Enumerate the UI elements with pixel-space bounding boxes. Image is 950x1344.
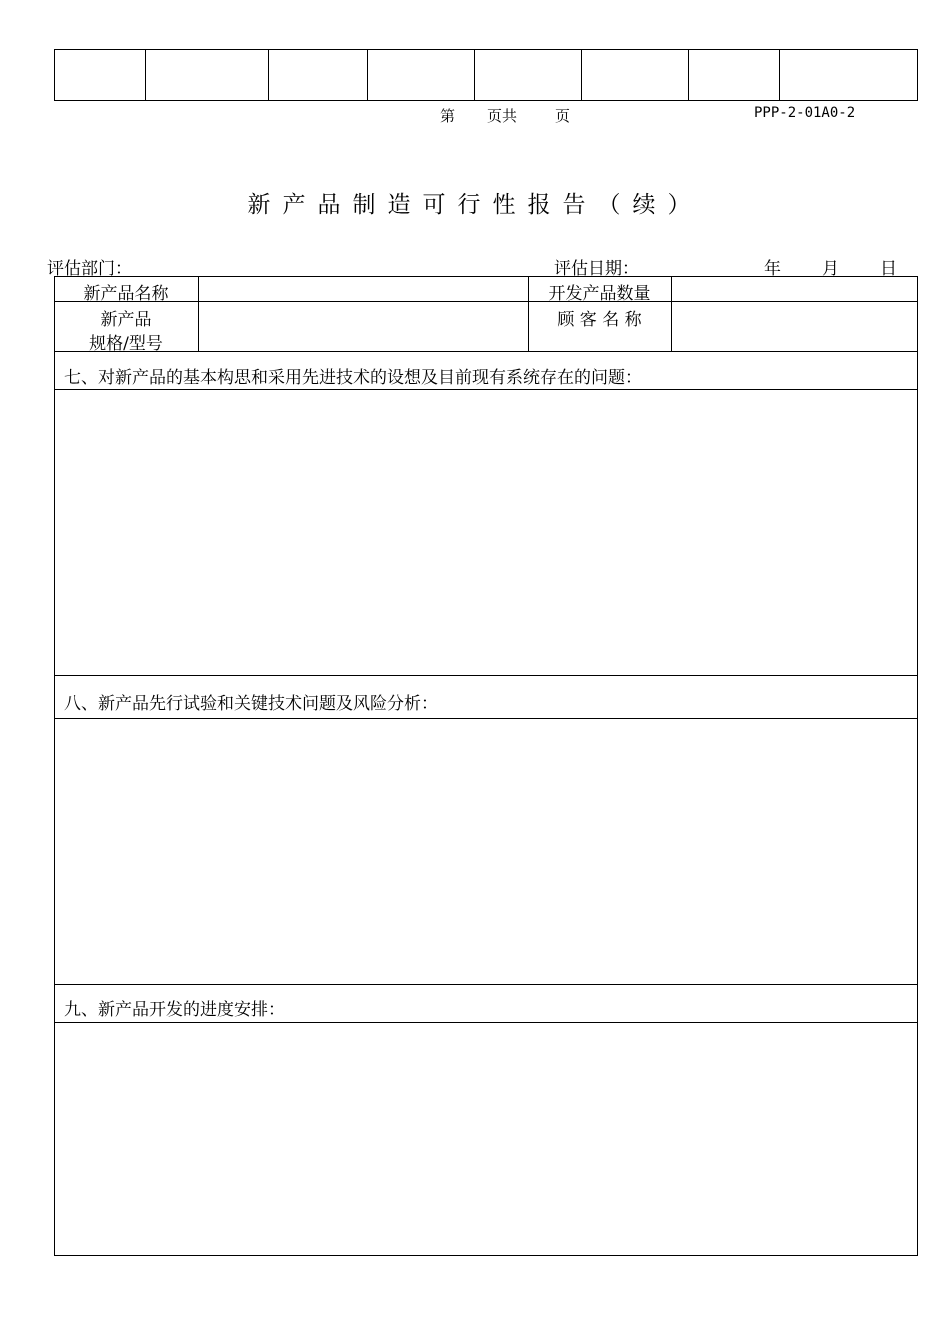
top-cell-7[interactable] — [689, 50, 780, 101]
product-name-label: 新产品名称 — [83, 284, 169, 304]
page-label-di: 第 — [440, 107, 456, 125]
top-cell-1[interactable] — [55, 50, 146, 101]
date-day: 日 — [880, 259, 897, 279]
spec-field[interactable] — [199, 302, 528, 351]
spec-label-line2: 规格/型号 — [89, 334, 163, 354]
page-label-ye: 页 — [555, 107, 571, 125]
top-cell-3[interactable] — [269, 50, 368, 101]
quantity-field[interactable] — [672, 277, 917, 301]
section-8-content-area[interactable] — [55, 719, 917, 984]
page-title: 新产品制造可行性报告（续） — [247, 192, 703, 218]
top-cell-5[interactable] — [475, 50, 582, 101]
section-8-heading: 八、新产品先行试验和关键技术问题及风险分析： — [64, 694, 438, 714]
top-cell-2[interactable] — [146, 50, 269, 101]
section-7-heading: 七、对新产品的基本构思和采用先进技术的设想及目前现有系统存在的问题： — [64, 368, 642, 388]
doc-code: PPP-2-01A0-2 — [754, 105, 856, 121]
top-signature-table — [54, 49, 918, 101]
date-year: 年 — [764, 259, 781, 279]
section-7-content-area[interactable] — [55, 390, 917, 675]
page-label-ye-gong: 页共 — [487, 107, 518, 125]
customer-label: 顾 客 名 称 — [557, 310, 642, 330]
top-cell-8[interactable] — [780, 50, 918, 101]
top-cell-4[interactable] — [368, 50, 475, 101]
product-name-field[interactable] — [199, 277, 528, 301]
section-8-bottom — [54, 984, 918, 985]
customer-field[interactable] — [672, 302, 917, 351]
section-9-heading: 九、新产品开发的进度安排： — [64, 1000, 285, 1020]
top-cell-6[interactable] — [582, 50, 689, 101]
date-month: 月 — [822, 259, 839, 279]
spec-label-line1: 新产品 — [100, 310, 152, 330]
dept-label: 评估部门： — [47, 259, 132, 279]
section-7-bottom — [54, 675, 918, 676]
section-9-content-area[interactable] — [55, 1023, 917, 1255]
quantity-label: 开发产品数量 — [548, 284, 651, 304]
date-label: 评估日期： — [554, 259, 639, 279]
